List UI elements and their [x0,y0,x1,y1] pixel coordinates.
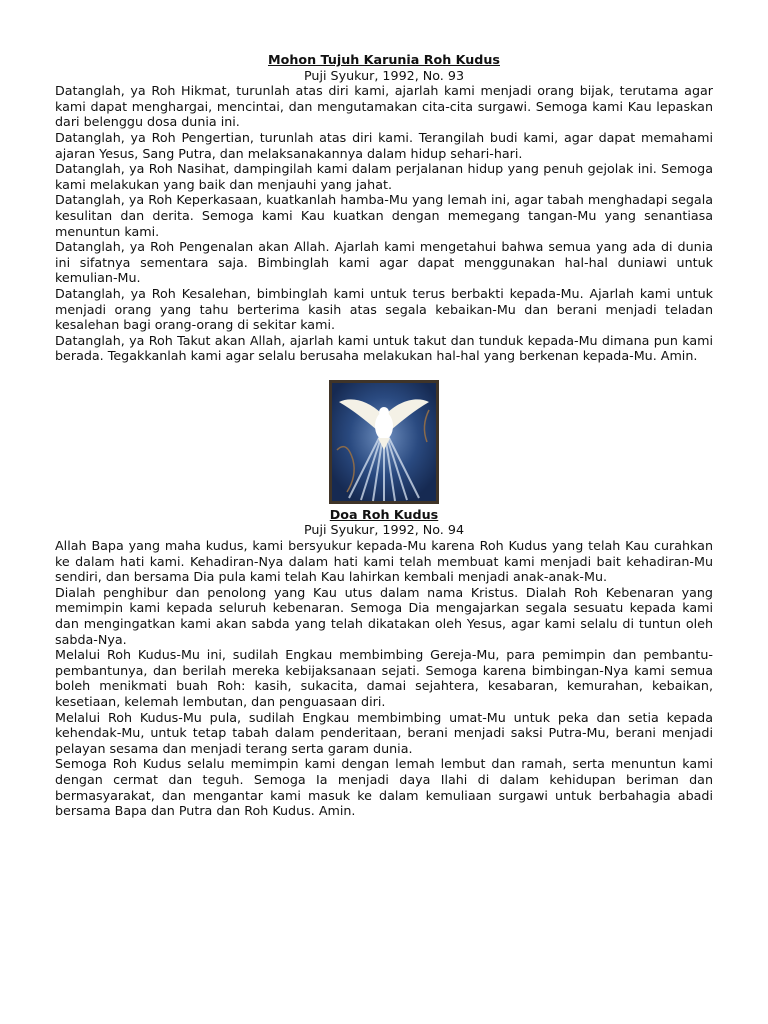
document-page [55,52,713,819]
section1-paragraph-2: Datanglah, ya Roh Pengertian, turunlah atas diri kami. Terangilah budi kami, agar dapat memahami ajaran Yesus, Sang Putra, dan melaksanakannya dalam hidup sehari-hari. [55,129,713,161]
section1-title: Mohon Tujuh Karunia Roh Kudus [268,52,500,67]
section1-paragraph-3: Datanglah, ya Roh Nasihat, dampingilah kami dalam perjalanan hidup yang penuh gejolak ini. Semoga kami melakukan yang baik dan menjauhi yang jahat. [55,161,713,192]
section2-paragraph-3: Melalui Roh Kudus-Mu ini, sudilah Engkau membimbing Gereja-Mu, para pemimpin dan pembantu-pembantunya, dan berilah mereka kebijaksanaan sejati. Semoga karena bimbingan-Nya kami semua boleh menikmati buah Roh: kasih, sukacita, damai sejahtera, kesabaran, kemurahan, kebaikan, kesetiaan, kelemah lembutan, dan penguasaan diri. [55,647,713,709]
section1-paragraph-7: Datanglah, ya Roh Takut akan Allah, ajarlah kami untuk takut dan tunduk kepada-Mu dimana pun kami berada. Tegakkanlah kami agar selalu berusaha melakukan hal-hal yang berkenan kepada-Mu. Amin. [55,332,713,364]
section2-paragraph-4: Melalui Roh Kudus-Mu pula, sudilah Engkau membimbing umat-Mu untuk peka dan setia kepada kehendak-Mu, untuk tetap tabah dalam penderitaan, berani menjadi saksi Putra-Mu, berani menjadi pelayan sesama dan menjadi terang serta garam dunia. [55,709,713,756]
section1-paragraph-4: Datanglah, ya Roh Keperkasaan, kuatkanlah hamba-Mu yang lemah ini, agar tabah menghadapi segala kesulitan dan derita. Semoga kami Kau kuatkan dengan memegang tangan-Mu yang senantiasa menuntun kami. [55,192,713,239]
section1-paragraph-1: Datanglah, ya Roh Hikmat, turunlah atas diri kami, ajarlah kami menjadi orang bijak, terutama agar kami dapat menghargai, mencintai, dan mengutamakan cita-cita surgawi. Semoga kami Kau lepaskan dari belenggu dosa dunia ini. [55,83,713,130]
holy-spirit-dove-image [329,380,439,504]
section2-paragraph-2: Dialah penghibur dan penolong yang Kau utus dalam nama Kristus. Dialah Roh Kebenaran yang memimpin kami kepada seluruh kebenaran. Semoga Dia mengajarkan segala sesuatu kepada kami dan mengingatkan kami akan sabda yang telah dikatakan oleh Yesus, agar kami selalu di tuntun oleh sabda-Nya. [55,584,713,647]
section2-paragraph-1: Allah Bapa yang maha kudus, kami bersyukur kepada-Mu karena Roh Kudus yang telah Kau curahkan ke dalam hati kami. Kehadiran-Nya dalam hati kami telah membuat kami menjadi bait kehadiran-Mu sendiri, dan bersama Dia pula kami telah Kau lahirkan kembali menjadi anak-anak-Mu. [55,538,713,585]
section2-title: Doa Roh Kudus [329,506,439,522]
section1-source: Puji Syukur, 1992, No. 93 [303,67,465,83]
section2-source: Puji Syukur, 1992, No. 94 [303,522,465,538]
section1-paragraph-5: Datanglah, ya Roh Pengenalan akan Allah. Ajarlah kami mengetahui bahwa semua yang ada di dunia ini sifatnya sementara saja. Bimbinglah kami agar dapat menggunakan hal-hal duniawi untuk kemulian-Mu. [55,239,713,286]
holy-spirit-dove-icon [329,380,439,504]
section2-paragraph-5: Semoga Roh Kudus selalu memimpin kami dengan lemah lembut dan ramah, serta menuntun kami dengan cermat dan teguh. Semoga Ia menjadi daya Ilahi di dalam kehidupan beriman dan bermasyarakat, dan mengantar kami masuk ke dalam kemuliaan surgawi untuk berbahagia abadi bersama Bapa dan Putra dan Roh Kudus. Amin. [55,756,713,819]
section1-paragraph-6: Datanglah, ya Roh Kesalehan, bimbinglah kami untuk terus berbakti kepada-Mu. Ajarlah kami untuk menjadi orang yang tahu berterima kasih atas segala kebaikan-Mu dan berani menjadi teladan kesalehan bagi orang-orang di sekitar kami. [55,285,713,333]
